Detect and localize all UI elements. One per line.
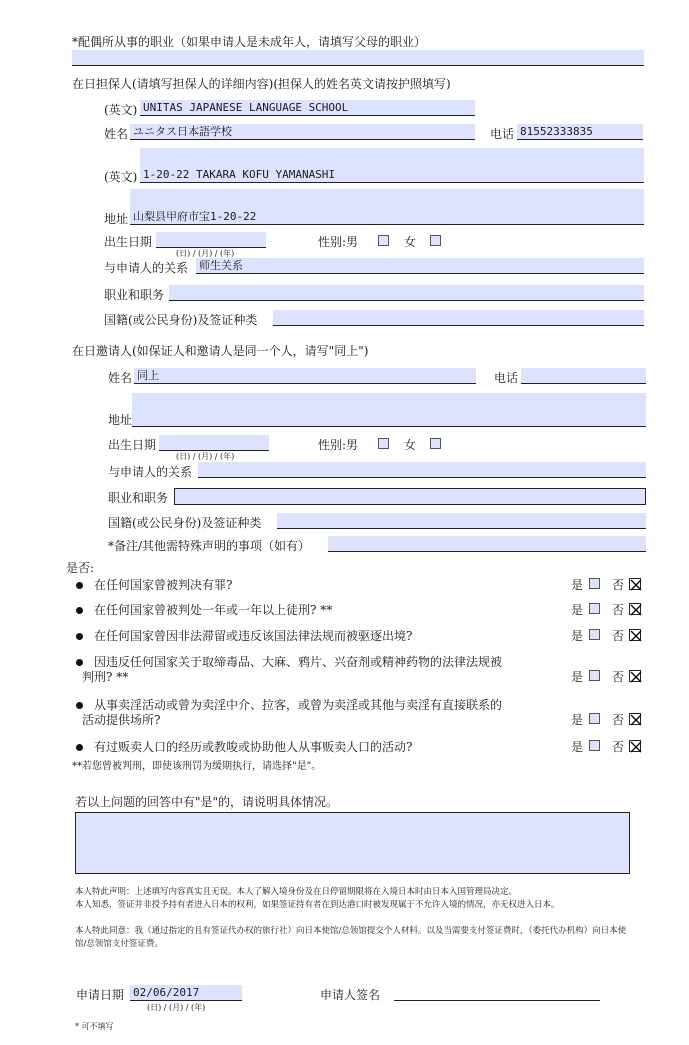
- questions-heading: 是否:: [66, 561, 95, 575]
- no-label: 否: [612, 670, 625, 684]
- inviter-phone-field[interactable]: [521, 368, 646, 384]
- yes-checkbox[interactable]: [589, 670, 600, 681]
- no-label: 否: [612, 740, 625, 754]
- guarantor-relation-label: 与申请人的关系: [104, 261, 189, 275]
- yes-label: 是: [571, 740, 584, 754]
- no-checkbox[interactable]: [629, 603, 641, 615]
- inviter-female-label: 女: [404, 438, 417, 452]
- bullet-icon: [76, 607, 83, 614]
- bullet-icon: [76, 659, 83, 666]
- inviter-gender-label: 性别:男: [318, 438, 359, 452]
- inviter-occupation-field[interactable]: [174, 488, 646, 505]
- yes-label: 是: [571, 670, 584, 684]
- no-checkbox[interactable]: [629, 578, 641, 590]
- explain-textarea[interactable]: [75, 812, 630, 874]
- question-text: 活动提供场所?: [82, 713, 161, 727]
- inviter-dob-hint: (日) / (月) / (年): [176, 452, 235, 461]
- guarantor-occupation-label: 职业和职务: [104, 288, 165, 302]
- inviter-remarks-label: *备注/其他需特殊声明的事项（如有）: [108, 539, 311, 553]
- question-text: 在任何国家曾被判决有罪?: [94, 578, 233, 592]
- no-label: 否: [612, 629, 625, 643]
- guarantor-nationality-label: 国籍(或公民身份)及签证种类: [104, 313, 258, 327]
- guarantor-phone-label: 电话: [490, 127, 515, 141]
- guarantor-name-label: 姓名: [104, 127, 129, 141]
- question-text: 有过贩卖人口的经历或教唆或协助他人从事贩卖人口的活动?: [94, 740, 413, 754]
- guarantor-dob-label: 出生日期: [104, 235, 153, 249]
- guarantor-relation-field[interactable]: 师生关系: [196, 258, 644, 274]
- bullet-icon: [76, 702, 83, 709]
- questions-note: **若您曾被判刑，即使该刑罚为缓期执行，请选择"是"。: [72, 761, 322, 772]
- guarantor-occupation-field[interactable]: [169, 285, 644, 301]
- yes-checkbox[interactable]: [589, 740, 600, 751]
- yes-label: 是: [571, 603, 584, 617]
- check-x-icon: [630, 604, 642, 616]
- inviter-remarks-field[interactable]: [328, 536, 646, 552]
- bullet-icon: [76, 582, 83, 589]
- signature-label: 申请人签名: [320, 988, 381, 1002]
- check-x-icon: [630, 630, 642, 642]
- guarantor-addr-field[interactable]: 山梨县甲府市宝1-20-22: [130, 189, 644, 225]
- yes-checkbox[interactable]: [589, 629, 600, 640]
- check-x-icon: [630, 714, 642, 726]
- inviter-heading: 在日邀请人(如保证人和邀请人是同一个人，请写"同上"): [72, 344, 369, 358]
- inviter-nationality-label: 国籍(或公民身份)及签证种类: [108, 516, 262, 530]
- optional-note: * 可不填写: [75, 1022, 114, 1031]
- guarantor-dob-field[interactable]: [156, 232, 266, 248]
- inviter-addr-field[interactable]: [132, 393, 646, 427]
- check-x-icon: [630, 741, 642, 753]
- guarantor-male-checkbox[interactable]: [378, 235, 389, 246]
- inviter-name-label: 姓名: [108, 371, 133, 385]
- inviter-nationality-field[interactable]: [277, 513, 646, 529]
- inviter-dob-label: 出生日期: [108, 438, 157, 452]
- inviter-relation-field[interactable]: [198, 462, 646, 478]
- yes-label: 是: [571, 629, 584, 643]
- application-date-hint: (日) / (月) / (年): [147, 1003, 206, 1012]
- explain-label: 若以上问题的回答中有"是"的，请说明具体情况。: [75, 795, 339, 809]
- question-text: 在任何国家曾因非法滞留或违反该国法律法规而被驱逐出境?: [94, 629, 413, 643]
- no-checkbox[interactable]: [629, 713, 641, 725]
- application-date-field[interactable]: 02/06/2017: [130, 985, 242, 1001]
- no-checkbox[interactable]: [629, 629, 641, 641]
- yes-checkbox[interactable]: [589, 603, 600, 614]
- inviter-dob-field[interactable]: [159, 435, 269, 451]
- no-label: 否: [612, 713, 625, 727]
- question-text: 在任何国家曾被判处一年或一年以上徒刑? **: [94, 603, 333, 617]
- inviter-phone-label: 电话: [494, 371, 519, 385]
- declaration-line-1: 本人特此声明：上述填写内容真实且无误。本人了解入境身份及在日停留期限将在入境日本时由日本入国管理局决定。: [75, 887, 518, 897]
- question-text: 从事卖淫活动或曾为卖淫中介、拉客，或曾为卖淫或其他与卖淫有直接联系的: [94, 698, 503, 712]
- guarantor-addr-en-field[interactable]: 1-20-22 TAKARA KOFU YAMANASHI: [140, 148, 644, 183]
- yes-label: 是: [571, 713, 584, 727]
- guarantor-female-checkbox[interactable]: [430, 235, 441, 246]
- inviter-addr-label: 地址: [108, 413, 133, 427]
- no-label: 否: [612, 578, 625, 592]
- guarantor-phone-field[interactable]: 81552333835: [517, 124, 643, 140]
- bullet-icon: [76, 744, 83, 751]
- declaration-line-2: 本人知悉，签证并非授予持有者进入日本的权利，如果签证持有者在到达港口时被发现属于不允许入境的情况，亦无权进入日本。: [75, 900, 560, 910]
- spouse-occupation-field[interactable]: [72, 50, 644, 66]
- guarantor-gender-label: 性别:男: [318, 235, 359, 249]
- signature-line[interactable]: [394, 1000, 600, 1001]
- question-text: 判刑? **: [82, 670, 129, 684]
- guarantor-female-label: 女: [404, 235, 417, 249]
- guarantor-heading: 在日担保人(请填写担保人的详细内容)(担保人的姓名英文请按护照填写): [72, 77, 451, 91]
- guarantor-name-field[interactable]: ユニタス日本語学校: [130, 124, 475, 140]
- inviter-name-field[interactable]: 同上: [134, 368, 476, 384]
- guarantor-name-en-label: (英文): [104, 103, 138, 117]
- check-x-icon: [630, 579, 642, 591]
- inviter-female-checkbox[interactable]: [430, 438, 441, 449]
- inviter-occupation-label: 职业和职务: [108, 491, 169, 505]
- inviter-male-checkbox[interactable]: [378, 438, 389, 449]
- bullet-icon: [76, 633, 83, 640]
- guarantor-name-en-field[interactable]: UNITAS JAPANESE LANGUAGE SCHOOL: [140, 100, 475, 116]
- no-label: 否: [612, 603, 625, 617]
- application-date-label: 申请日期: [76, 988, 125, 1002]
- no-checkbox[interactable]: [629, 740, 641, 752]
- guarantor-nationality-field[interactable]: [273, 310, 644, 326]
- guarantor-addr-label: 地址: [104, 212, 129, 226]
- check-x-icon: [630, 671, 642, 683]
- guarantor-dob-hint: (日) / (月) / (年): [176, 249, 235, 258]
- inviter-relation-label: 与申请人的关系: [108, 465, 193, 479]
- guarantor-addr-en-label: (英文): [104, 170, 138, 184]
- no-checkbox[interactable]: [629, 670, 641, 682]
- yes-label: 是: [571, 578, 584, 592]
- yes-checkbox[interactable]: [589, 578, 600, 589]
- yes-checkbox[interactable]: [589, 713, 600, 724]
- question-text: 因违反任何国家关于取缔毒品、大麻、鸦片、兴奋剂或精神药物的法律法规被: [94, 655, 503, 669]
- spouse-occupation-label: *配偶所从事的职业（如果申请人是未成年人，请填写父母的职业）: [72, 35, 427, 49]
- declaration-line-3: 本人特此同意：我（通过指定的且有签证代办权的旅行社）向日本使馆/总领馆提交个人材料。以及当需要支付签证费时，（委托代办机构）向日本使馆/总领馆支付签证费。: [75, 926, 627, 949]
